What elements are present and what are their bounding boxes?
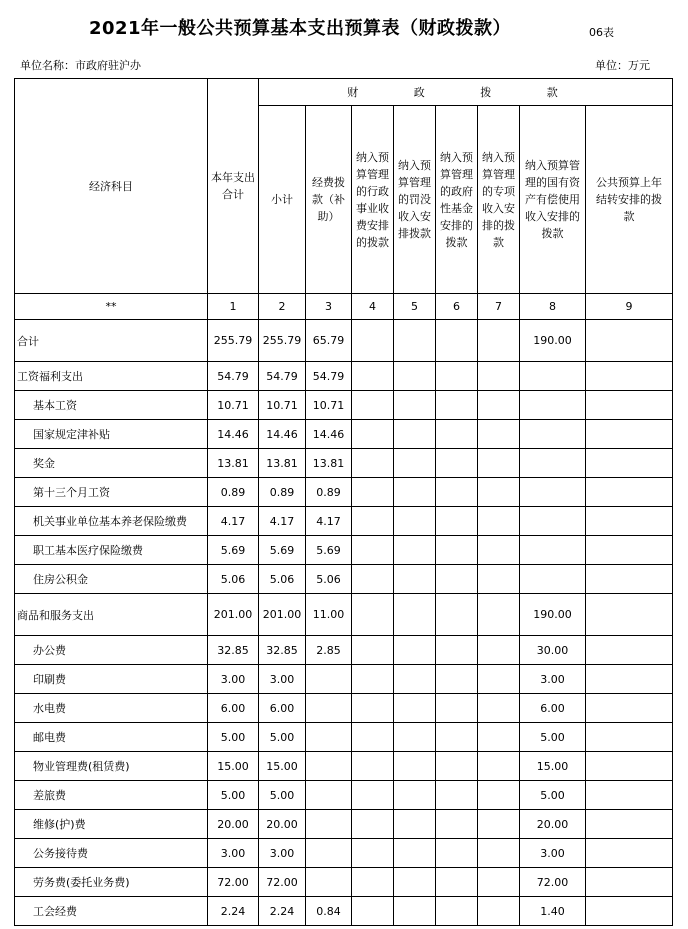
row-value-c3 (306, 839, 352, 868)
row-value-c8: 20.00 (520, 810, 586, 839)
row-value-c6 (436, 391, 478, 420)
table-row (15, 536, 673, 565)
row-value-c3: 11.00 (306, 594, 352, 636)
row-value-c4 (352, 636, 394, 665)
row-value-c8: 3.00 (520, 839, 586, 868)
row-value-c1: 5.00 (208, 723, 259, 752)
row-value-c2: 3.00 (259, 839, 306, 868)
row-value-c4 (352, 752, 394, 781)
row-value-c9 (586, 897, 673, 926)
table-row (15, 594, 673, 636)
row-value-c4 (352, 723, 394, 752)
row-value-c9 (586, 636, 673, 665)
row-value-c8: 190.00 (520, 320, 586, 362)
row-value-c5 (394, 781, 436, 810)
row-value-c4 (352, 665, 394, 694)
row-value-c9 (586, 723, 673, 752)
page-title: 2021年一般公共预算基本支出预算表（财政拨款） (88, 18, 512, 39)
row-value-c7 (478, 694, 520, 723)
row-value-c9 (586, 594, 673, 636)
row-value-c5 (394, 723, 436, 752)
row-value-c8 (520, 420, 586, 449)
index-cell: 2 (259, 294, 306, 320)
index-row (15, 294, 673, 320)
row-value-c2: 2.24 (259, 897, 306, 926)
row-value-c7 (478, 449, 520, 478)
row-value-c5 (394, 636, 436, 665)
row-subject: 工会经费 (15, 897, 208, 926)
table-row (15, 565, 673, 594)
row-value-c9 (586, 507, 673, 536)
row-value-c2: 13.81 (259, 449, 306, 478)
row-value-c3: 0.84 (306, 897, 352, 926)
row-value-c2: 54.79 (259, 362, 306, 391)
row-value-c1: 54.79 (208, 362, 259, 391)
row-value-c1: 13.81 (208, 449, 259, 478)
table-row (15, 636, 673, 665)
row-value-c2: 5.06 (259, 565, 306, 594)
row-value-c4 (352, 594, 394, 636)
row-value-c7 (478, 897, 520, 926)
row-value-c7 (478, 565, 520, 594)
row-subject: 职工基本医疗保险缴费 (15, 536, 208, 565)
row-value-c9 (586, 868, 673, 897)
row-value-c9 (586, 781, 673, 810)
row-value-c7 (478, 781, 520, 810)
row-value-c5 (394, 810, 436, 839)
row-value-c6 (436, 694, 478, 723)
row-value-c8: 190.00 (520, 594, 586, 636)
row-value-c7 (478, 507, 520, 536)
table-row (15, 320, 673, 362)
row-value-c4 (352, 536, 394, 565)
row-value-c9 (586, 536, 673, 565)
row-value-c4 (352, 565, 394, 594)
row-subject: 维修(护)费 (15, 810, 208, 839)
row-subject: 奖金 (15, 449, 208, 478)
row-value-c6 (436, 636, 478, 665)
row-value-c3: 54.79 (306, 362, 352, 391)
row-value-c7 (478, 536, 520, 565)
row-value-c3 (306, 781, 352, 810)
header-jingfei: 经费拨款（补助） (306, 106, 352, 294)
table-row (15, 507, 673, 536)
row-value-c9 (586, 362, 673, 391)
header-col-4: 纳入预算管理的行政事业收费安排的拨款 (352, 106, 394, 294)
row-value-c7 (478, 594, 520, 636)
index-cell: 5 (394, 294, 436, 320)
row-value-c1: 72.00 (208, 868, 259, 897)
header-col-8: 纳入预算管理的国有资产有偿使用收入安排的拨款 (520, 106, 586, 294)
row-value-c8: 15.00 (520, 752, 586, 781)
row-value-c9 (586, 449, 673, 478)
row-value-c3: 65.79 (306, 320, 352, 362)
header-col-5: 纳入预算管理的罚没收入安排拨款 (394, 106, 436, 294)
header-total: 本年支出合计 (208, 79, 259, 294)
row-value-c3 (306, 694, 352, 723)
row-value-c8: 72.00 (520, 868, 586, 897)
row-value-c6 (436, 449, 478, 478)
row-value-c7 (478, 752, 520, 781)
row-value-c2: 20.00 (259, 810, 306, 839)
row-value-c6 (436, 507, 478, 536)
row-value-c4 (352, 839, 394, 868)
row-subject: 住房公积金 (15, 565, 208, 594)
row-value-c2: 5.00 (259, 723, 306, 752)
row-value-c3 (306, 810, 352, 839)
row-value-c8 (520, 362, 586, 391)
table-row (15, 478, 673, 507)
row-value-c4 (352, 897, 394, 926)
table-row (15, 362, 673, 391)
row-value-c4 (352, 449, 394, 478)
header-col-9: 公共预算上年结转安排的拨款 (586, 106, 673, 294)
row-value-c7 (478, 665, 520, 694)
row-subject: 合计 (15, 320, 208, 362)
row-value-c8: 1.40 (520, 897, 586, 926)
unit-label: 单位：万元 (595, 59, 650, 72)
index-cell: 9 (586, 294, 673, 320)
row-value-c1: 3.00 (208, 665, 259, 694)
row-subject: 物业管理费(租赁费) (15, 752, 208, 781)
table-row (15, 752, 673, 781)
row-value-c3: 14.46 (306, 420, 352, 449)
row-value-c6 (436, 420, 478, 449)
row-value-c9 (586, 694, 673, 723)
index-cell: 6 (436, 294, 478, 320)
row-value-c3 (306, 665, 352, 694)
row-value-c1: 15.00 (208, 752, 259, 781)
row-value-c8: 5.00 (520, 781, 586, 810)
row-value-c6 (436, 594, 478, 636)
row-value-c9 (586, 420, 673, 449)
row-value-c1: 2.24 (208, 897, 259, 926)
row-value-c2: 10.71 (259, 391, 306, 420)
row-value-c1: 4.17 (208, 507, 259, 536)
row-value-c4 (352, 391, 394, 420)
row-value-c5 (394, 449, 436, 478)
row-value-c5 (394, 420, 436, 449)
row-subject: 印刷费 (15, 665, 208, 694)
table-row (15, 665, 673, 694)
row-value-c3 (306, 752, 352, 781)
header-subtotal: 小计 (259, 106, 306, 294)
row-value-c6 (436, 868, 478, 897)
row-value-c6 (436, 752, 478, 781)
row-value-c5 (394, 536, 436, 565)
row-value-c1: 20.00 (208, 810, 259, 839)
row-value-c5 (394, 320, 436, 362)
table-row (15, 839, 673, 868)
header-caizheng-group: 财 政 拨 款 (259, 79, 673, 106)
row-value-c9 (586, 565, 673, 594)
row-value-c4 (352, 420, 394, 449)
row-value-c1: 32.85 (208, 636, 259, 665)
row-value-c8: 6.00 (520, 694, 586, 723)
row-value-c1: 5.06 (208, 565, 259, 594)
row-value-c1: 201.00 (208, 594, 259, 636)
table-row (15, 781, 673, 810)
row-value-c5 (394, 594, 436, 636)
row-value-c4 (352, 507, 394, 536)
row-value-c7 (478, 636, 520, 665)
row-value-c1: 3.00 (208, 839, 259, 868)
row-value-c6 (436, 723, 478, 752)
row-subject: 第十三个月工资 (15, 478, 208, 507)
header-subject: 经济科目 (15, 79, 208, 294)
table-row (15, 694, 673, 723)
row-value-c8: 5.00 (520, 723, 586, 752)
row-value-c1: 10.71 (208, 391, 259, 420)
row-value-c6 (436, 536, 478, 565)
row-value-c2: 5.00 (259, 781, 306, 810)
row-value-c7 (478, 810, 520, 839)
row-subject: 机关事业单位基本养老保险缴费 (15, 507, 208, 536)
table-number: 06表 (589, 26, 614, 39)
header-col-6: 纳入预算管理的政府性基金安排的拨款 (436, 106, 478, 294)
row-value-c6 (436, 810, 478, 839)
row-value-c9 (586, 752, 673, 781)
row-value-c8 (520, 478, 586, 507)
row-value-c5 (394, 391, 436, 420)
row-value-c7 (478, 420, 520, 449)
row-value-c5 (394, 752, 436, 781)
row-value-c2: 201.00 (259, 594, 306, 636)
row-subject: 国家规定津补贴 (15, 420, 208, 449)
row-value-c1: 14.46 (208, 420, 259, 449)
row-value-c6 (436, 565, 478, 594)
row-value-c3 (306, 868, 352, 897)
index-cell: 3 (306, 294, 352, 320)
row-value-c5 (394, 897, 436, 926)
row-value-c4 (352, 320, 394, 362)
unit-name-label: 单位名称：市政府驻沪办 (20, 59, 141, 72)
row-value-c6 (436, 665, 478, 694)
row-value-c8 (520, 449, 586, 478)
row-value-c7 (478, 839, 520, 868)
table-row (15, 810, 673, 839)
row-value-c6 (436, 362, 478, 391)
row-value-c1: 0.89 (208, 478, 259, 507)
row-value-c1: 6.00 (208, 694, 259, 723)
row-value-c3: 2.85 (306, 636, 352, 665)
row-value-c9 (586, 478, 673, 507)
row-subject: 劳务费(委托业务费) (15, 868, 208, 897)
row-value-c3: 5.69 (306, 536, 352, 565)
row-subject: 办公费 (15, 636, 208, 665)
index-cell: 7 (478, 294, 520, 320)
row-value-c2: 72.00 (259, 868, 306, 897)
row-value-c4 (352, 478, 394, 507)
table-row (15, 897, 673, 926)
row-subject: 公务接待费 (15, 839, 208, 868)
header-col-7: 纳入预算管理的专项收入安排的拨款 (478, 106, 520, 294)
row-value-c7 (478, 320, 520, 362)
row-value-c1: 255.79 (208, 320, 259, 362)
row-value-c2: 14.46 (259, 420, 306, 449)
row-value-c8 (520, 507, 586, 536)
table-row (15, 449, 673, 478)
row-value-c2: 3.00 (259, 665, 306, 694)
row-value-c2: 0.89 (259, 478, 306, 507)
row-value-c2: 32.85 (259, 636, 306, 665)
row-value-c9 (586, 665, 673, 694)
row-value-c5 (394, 839, 436, 868)
row-value-c1: 5.00 (208, 781, 259, 810)
row-value-c2: 5.69 (259, 536, 306, 565)
row-value-c2: 4.17 (259, 507, 306, 536)
row-value-c8: 3.00 (520, 665, 586, 694)
row-subject: 邮电费 (15, 723, 208, 752)
row-value-c5 (394, 694, 436, 723)
row-subject: 基本工资 (15, 391, 208, 420)
table-row (15, 723, 673, 752)
table-row (15, 868, 673, 897)
row-value-c3: 10.71 (306, 391, 352, 420)
row-value-c4 (352, 362, 394, 391)
row-value-c9 (586, 839, 673, 868)
row-value-c7 (478, 362, 520, 391)
row-value-c5 (394, 868, 436, 897)
row-subject: 商品和服务支出 (15, 594, 208, 636)
row-value-c6 (436, 320, 478, 362)
row-value-c3: 0.89 (306, 478, 352, 507)
row-value-c5 (394, 362, 436, 391)
row-value-c4 (352, 694, 394, 723)
row-value-c6 (436, 839, 478, 868)
budget-table (14, 78, 673, 926)
index-cell: 8 (520, 294, 586, 320)
row-value-c4 (352, 781, 394, 810)
row-value-c3: 13.81 (306, 449, 352, 478)
row-value-c6 (436, 478, 478, 507)
row-value-c9 (586, 320, 673, 362)
row-value-c6 (436, 781, 478, 810)
row-value-c2: 255.79 (259, 320, 306, 362)
row-subject: 水电费 (15, 694, 208, 723)
row-value-c7 (478, 391, 520, 420)
row-value-c3: 5.06 (306, 565, 352, 594)
row-value-c8 (520, 565, 586, 594)
row-value-c7 (478, 478, 520, 507)
row-value-c5 (394, 478, 436, 507)
row-value-c8 (520, 536, 586, 565)
row-value-c5 (394, 507, 436, 536)
index-cell: ** (15, 294, 208, 320)
row-value-c1: 5.69 (208, 536, 259, 565)
row-value-c6 (436, 897, 478, 926)
row-value-c7 (478, 723, 520, 752)
index-cell: 1 (208, 294, 259, 320)
row-value-c5 (394, 665, 436, 694)
row-subject: 工资福利支出 (15, 362, 208, 391)
row-value-c3 (306, 723, 352, 752)
row-value-c2: 6.00 (259, 694, 306, 723)
table-row (15, 391, 673, 420)
row-value-c2: 15.00 (259, 752, 306, 781)
row-value-c4 (352, 810, 394, 839)
table-row (15, 420, 673, 449)
row-value-c8 (520, 391, 586, 420)
row-subject: 差旅费 (15, 781, 208, 810)
row-value-c9 (586, 391, 673, 420)
index-cell: 4 (352, 294, 394, 320)
row-value-c5 (394, 565, 436, 594)
row-value-c3: 4.17 (306, 507, 352, 536)
row-value-c7 (478, 868, 520, 897)
row-value-c8: 30.00 (520, 636, 586, 665)
row-value-c4 (352, 868, 394, 897)
row-value-c9 (586, 810, 673, 839)
